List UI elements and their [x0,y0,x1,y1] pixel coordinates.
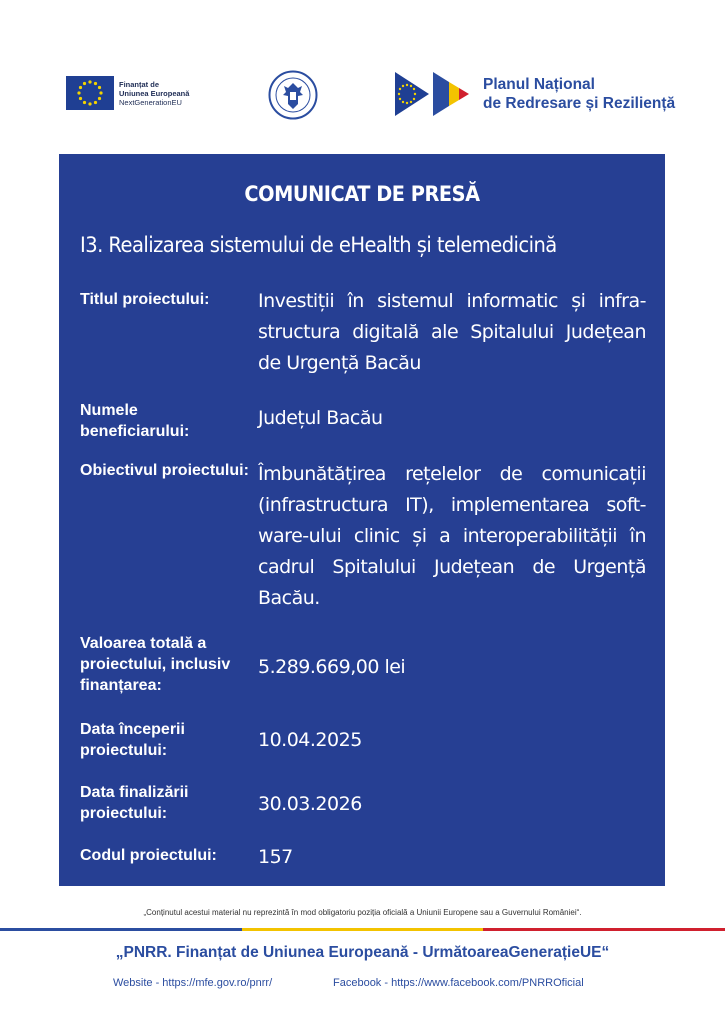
romanian-government-seal-icon [268,70,318,120]
project-code-label: Codul proiectului: [80,847,217,864]
total-value-amount: 5.289.669,00 lei [258,656,406,678]
eu-text-line1: Finanțat de [119,79,160,89]
pnrr-arrows-icon [395,72,475,116]
objective-value: Îmbunătățirea rețelelor de comunicații (infrastructura IT), implementarea soft-ware-ului clinic și a interoperabilității în cadrul Spitalului Județean de Urgență Bacău. [258,463,646,609]
pnrr-slogan: „PNRR. Finanțat de Uniunea Europeană - UrmătoareaGenerațieUE“ [115,944,610,961]
end-date-label: Data finalizării proiectului: [80,784,189,822]
project-title-label: Titlul proiectului: [80,291,210,308]
eu-flag-icon [66,76,114,110]
disclaimer-text: „Conținutul acestui material nu reprezintă în mod obligatoriu poziția oficială a Uniunii Europene sau a Guvernului României“. [143,908,582,917]
start-date-value: 10.04.2025 [258,729,362,751]
pnrr-logo [395,72,675,116]
objective-label: Obiectivul proiectului: [80,462,249,479]
total-value-label: Valoarea totală a proiectului, inclusiv finanțarea: [80,635,231,694]
page-title: COMUNICAT DE PRESĂ [244,182,480,206]
beneficiary-label: Numele beneficiarului: [80,402,190,440]
eu-text-line3: NextGenerationEU [119,97,182,107]
website-link[interactable]: Website - https://mfe.gov.ro/pnrr/ [113,977,273,989]
pnrr-title-line2: de Redresare și Reziliență [483,95,676,112]
eu-text-line2: Uniunea Europeană [119,88,190,98]
eu-funding-logo [66,76,189,110]
measure-subtitle: I3. Realizarea sistemului de eHealth și telemedicină [80,233,557,257]
project-title-value: Investiții în sistemul informatic și infra-structura digitală ale Spitalului Județean de Urgență Bacău [258,290,646,374]
pnrr-title-line1: Planul Național [483,76,595,93]
beneficiary-value: Județul Bacău [258,407,383,429]
tricolor-divider [0,928,725,931]
start-date-label: Data începerii proiectului: [80,721,185,759]
project-code-value: 157 [258,846,293,868]
end-date-value: 30.03.2026 [258,793,362,815]
facebook-link[interactable]: Facebook - https://www.facebook.com/PNRROficial [333,977,584,989]
